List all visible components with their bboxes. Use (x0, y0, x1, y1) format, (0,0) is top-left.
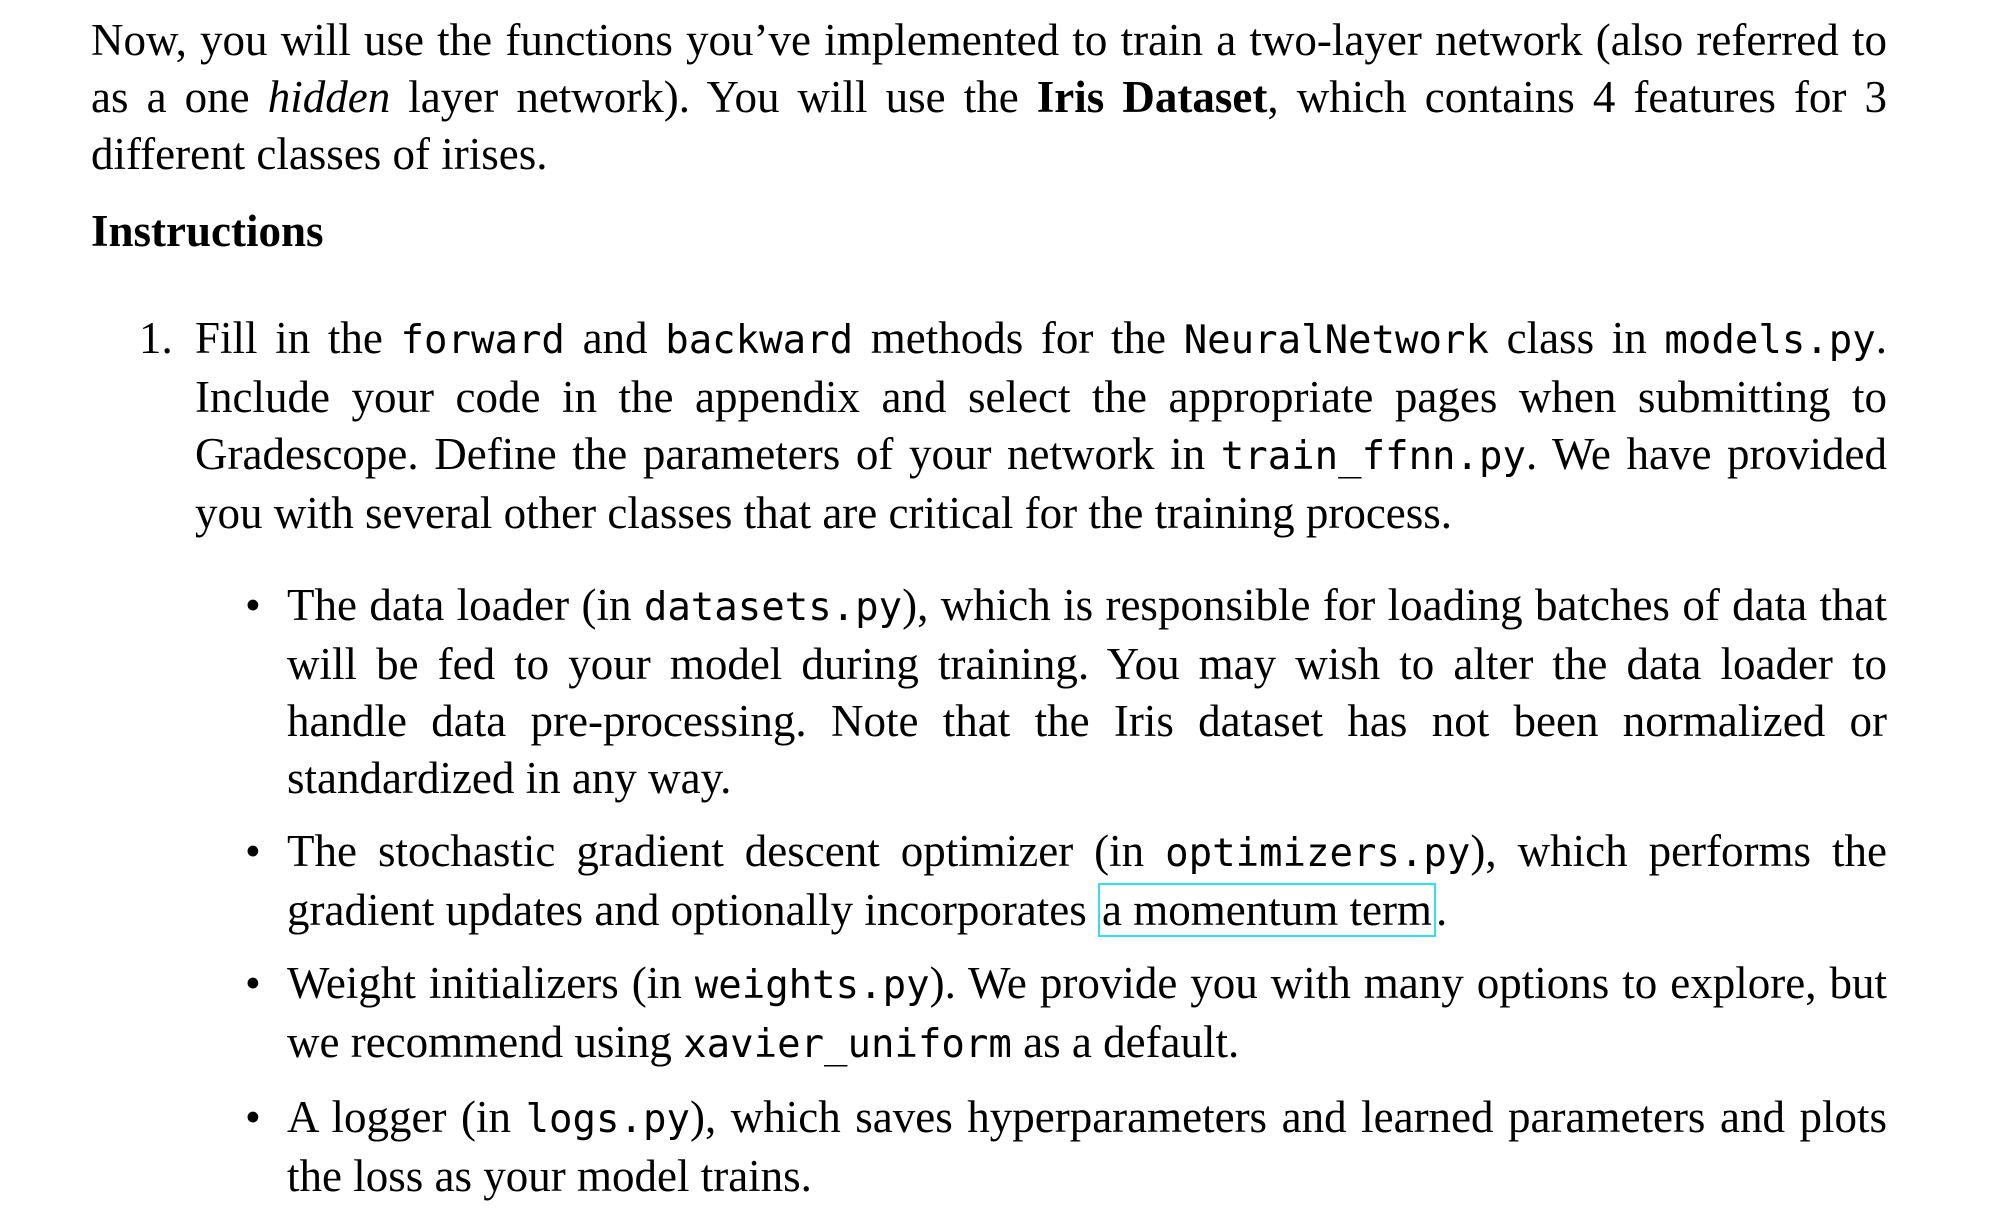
instructions-heading: Instructions (91, 206, 324, 256)
bullet-text-part: . (1435, 885, 1448, 935)
bullet-text-part: ), which saves hyperparameters and learned parameters and plots the loss as your model trains. (287, 1092, 1887, 1201)
step-1-text-part: class in (1488, 313, 1665, 363)
bullet-text-part: ). We provide you with many options to explore, but we recommend using (287, 958, 1887, 1067)
step-1-text-part: . Include your code in the appendix and select the appropriate pages when submitting to Gradescope. Define the parameters of your network in (195, 313, 1887, 479)
intro-text-2: layer network). You will use the (390, 72, 1037, 122)
code-datasets-py: datasets.py (643, 585, 903, 630)
bullet-dot-icon: • (245, 1092, 261, 1142)
bullet-text-part: The stochastic gradient descent optimizer (in (287, 826, 1166, 876)
instructions-list (91, 310, 1887, 1205)
code-weights-py: weights.py (694, 963, 930, 1008)
component-bullet-list (195, 577, 1887, 1205)
bullet-text-part: ), which performs the gradient updates and optionally incorporates (287, 826, 1887, 935)
step-1-text (195, 313, 1887, 538)
code-xavier-uniform: xavier_uniform (683, 1022, 1012, 1067)
bullet-text-part: as a default. (1011, 1017, 1240, 1067)
bullet-dot-icon: • (245, 958, 261, 1008)
step-1-text-part: . We have provided you with several other classes that are critical for the training process. (195, 429, 1887, 538)
bullet-text-part: The data loader (in (287, 580, 644, 630)
intro-text-3: , which contains 4 features for 3 different classes of irises. (91, 72, 1887, 179)
bullet-data-loader (195, 577, 1887, 807)
code-train-ffnn-py: train_ffnn.py (1220, 434, 1526, 479)
step-1-text-part: Fill in the (195, 313, 401, 363)
intro-text-1: Now, you will use the functions you’ve implemented to train a two-layer network (also referred to as a one (91, 15, 1887, 122)
bullet-text-part: Weight initializers (in (287, 958, 695, 1008)
code-models-py: models.py (1664, 318, 1876, 363)
bullet-text-part: ), which is responsible for loading batches of data that will be fed to your model during training. You may wish to alter the data loader to handle data pre-processing. Note that the Iris dataset has not been normalized or standardized in any way. (287, 580, 1887, 803)
code-logs-py: logs.py (525, 1097, 690, 1142)
bullet-weight-initializers (195, 955, 1887, 1073)
document-page (91, 0, 1887, 1221)
bullet-logger (195, 1089, 1887, 1205)
intro-paragraph (91, 12, 1887, 183)
code-backward: backward (665, 318, 854, 363)
step-1-number: 1. (139, 313, 173, 363)
momentum-term-link[interactable]: a momentum term (1098, 883, 1436, 937)
bullet-dot-icon: • (245, 826, 261, 876)
intro-italic-hidden: hidden (267, 72, 391, 122)
step-1 (91, 310, 1887, 1205)
code-neuralnetwork: NeuralNetwork (1183, 318, 1489, 363)
step-1-text-part: and (564, 313, 666, 363)
bullet-dot-icon: • (245, 580, 261, 630)
step-1-text-part: methods for the (853, 313, 1184, 363)
bullet-optimizer (195, 823, 1887, 939)
intro-bold-iris-dataset: Iris Dataset (1036, 72, 1268, 122)
code-optimizers-py: optimizers.py (1165, 831, 1471, 876)
bullet-text-part: A logger (in (287, 1092, 526, 1142)
code-forward: forward (400, 318, 565, 363)
